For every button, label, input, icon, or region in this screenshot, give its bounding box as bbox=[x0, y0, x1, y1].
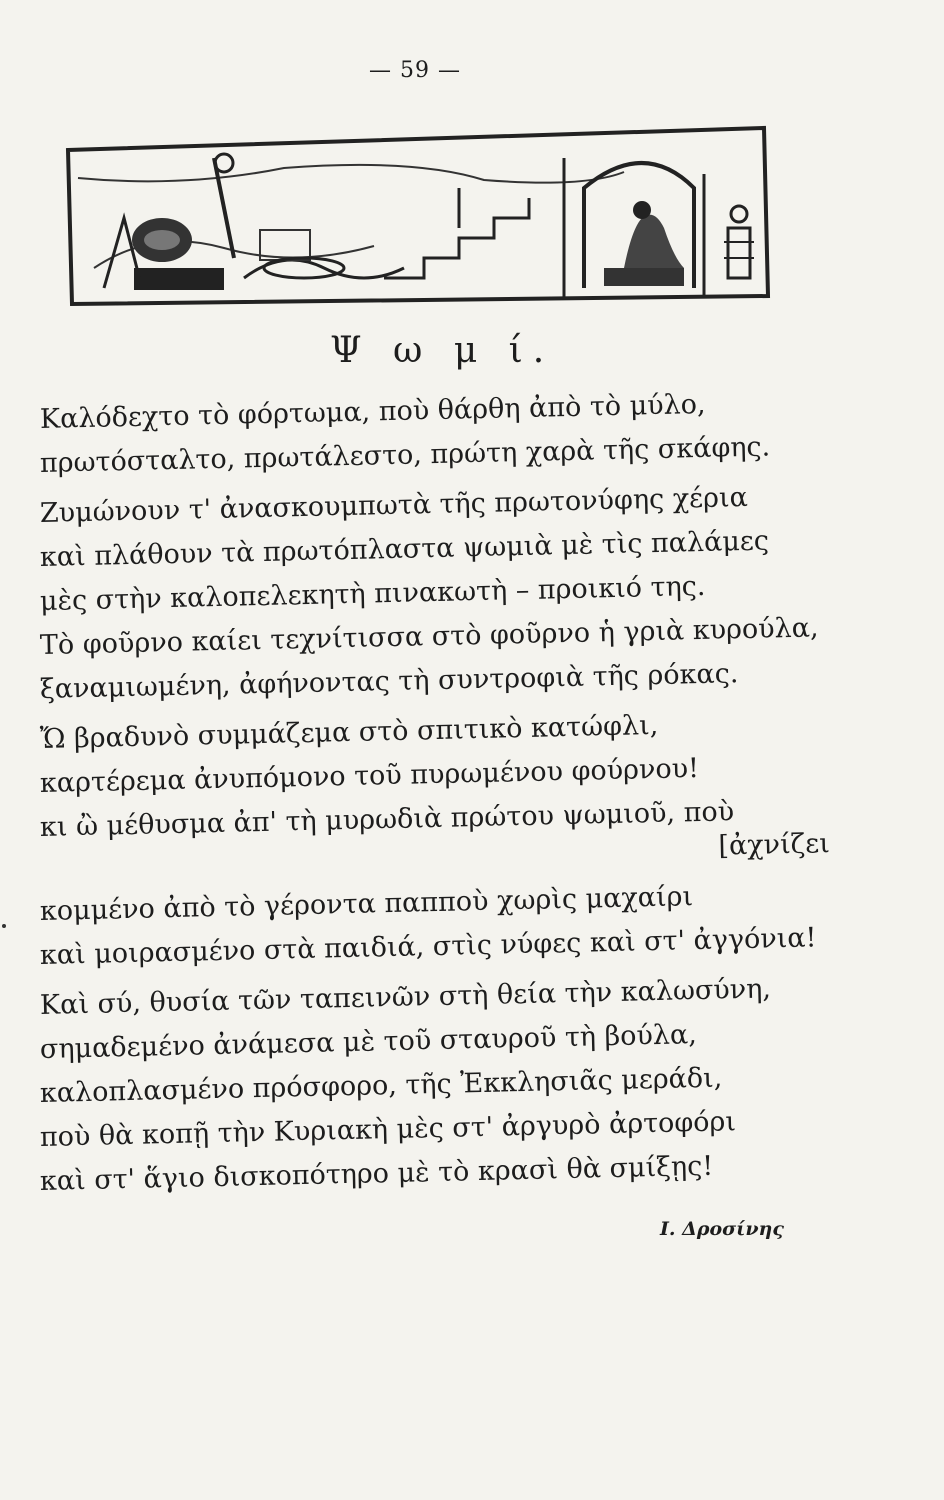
poem-line: Ὤ βραδυνὸ συμμάζεμα στὸ σπιτικὸ κατώφλι, bbox=[39, 709, 659, 755]
poem-line: Καλόδεχτο τὸ φόρτωμα, ποὺ θάρθη ἀπὸ τὸ μύλο, bbox=[39, 388, 706, 435]
poem-body bbox=[39, 388, 860, 1210]
margin-mark bbox=[2, 924, 6, 928]
poem-line: Τὸ φοῦρνο καίει τεχνίτισσα στὸ φοῦρνο ἡ γριὰ κυρούλα, bbox=[39, 612, 819, 661]
poem-line: καρτέρεμα ἀνυπόμονο τοῦ πυρωμένου φούρνου! bbox=[39, 753, 700, 799]
poem-line: Ζυμώνουν τ' ἀνασκουμπωτὰ τῆς πρωτονύφης χέρια bbox=[39, 481, 749, 529]
poem-line: καλοπλασμένο πρόσφορο, τῆς Ἐκκλησιᾶς μεράδι, bbox=[39, 1062, 723, 1109]
stanza-4 bbox=[39, 881, 860, 978]
poem-line: μὲς στὴν καλοπελεκητὴ πινακωτὴ – προικιό της. bbox=[39, 570, 706, 617]
poem-line: καὶ μοιρασμένο στὰ παιδιά, στὶς νύφες καὶ στ' ἀγγόνια! bbox=[39, 922, 817, 971]
stanza-2 bbox=[39, 481, 860, 712]
stanza-1 bbox=[39, 388, 860, 486]
poem-line: κομμένο ἀπὸ τὸ γέροντα παπποὺ χωρὶς μαχαίρι bbox=[39, 881, 694, 927]
poem-line: πρωτόσταλτο, πρωτάλεστο, πρώτη χαρὰ τῆς σκάφης. bbox=[39, 431, 771, 479]
stanza-5 bbox=[39, 973, 860, 1204]
poem-line: καὶ πλάθουν τὰ πρωτόπλαστα ψωμιὰ μὲ τὶς παλάμες bbox=[39, 525, 770, 573]
poem-line: ποὺ θὰ κοπῇ τὴν Κυριακὴ μὲς στ' ἀργυρὸ ἀρτοφόρι bbox=[39, 1106, 737, 1153]
poem-author: Ι. Δροσίνης bbox=[660, 1218, 784, 1240]
poem-line: καὶ στ' ἅγιο δισκοπότηρο μὲ τὸ κρασὶ θὰ σμίξῃς! bbox=[39, 1150, 714, 1197]
poem-line: σημαδεμένο ἀνάμεσα μὲ τοῦ σταυροῦ τὴ βούλα, bbox=[39, 1019, 698, 1065]
poem-line: Καὶ σύ, θυσία τῶν ταπεινῶν στὴ θεία τὴν καλωσύνη, bbox=[39, 973, 772, 1021]
poem-line: ξαναμιωμένη, ἀφήνοντας τὴ συντροφιὰ τῆς ρόκας. bbox=[39, 658, 739, 705]
poem-title: Ψ ω μ ί. bbox=[330, 330, 555, 371]
poem-line-continuation: [ἀχνίζει bbox=[718, 828, 831, 862]
stanza-3 bbox=[39, 709, 860, 884]
page-number: — 59 — bbox=[369, 58, 461, 83]
woodcut-illustration bbox=[64, 118, 772, 308]
poem-line: κι ὢ μέθυσμα ἀπ' τὴ μυρωδιὰ πρώτου ψωμιοῦ, ποὺ bbox=[39, 796, 735, 843]
